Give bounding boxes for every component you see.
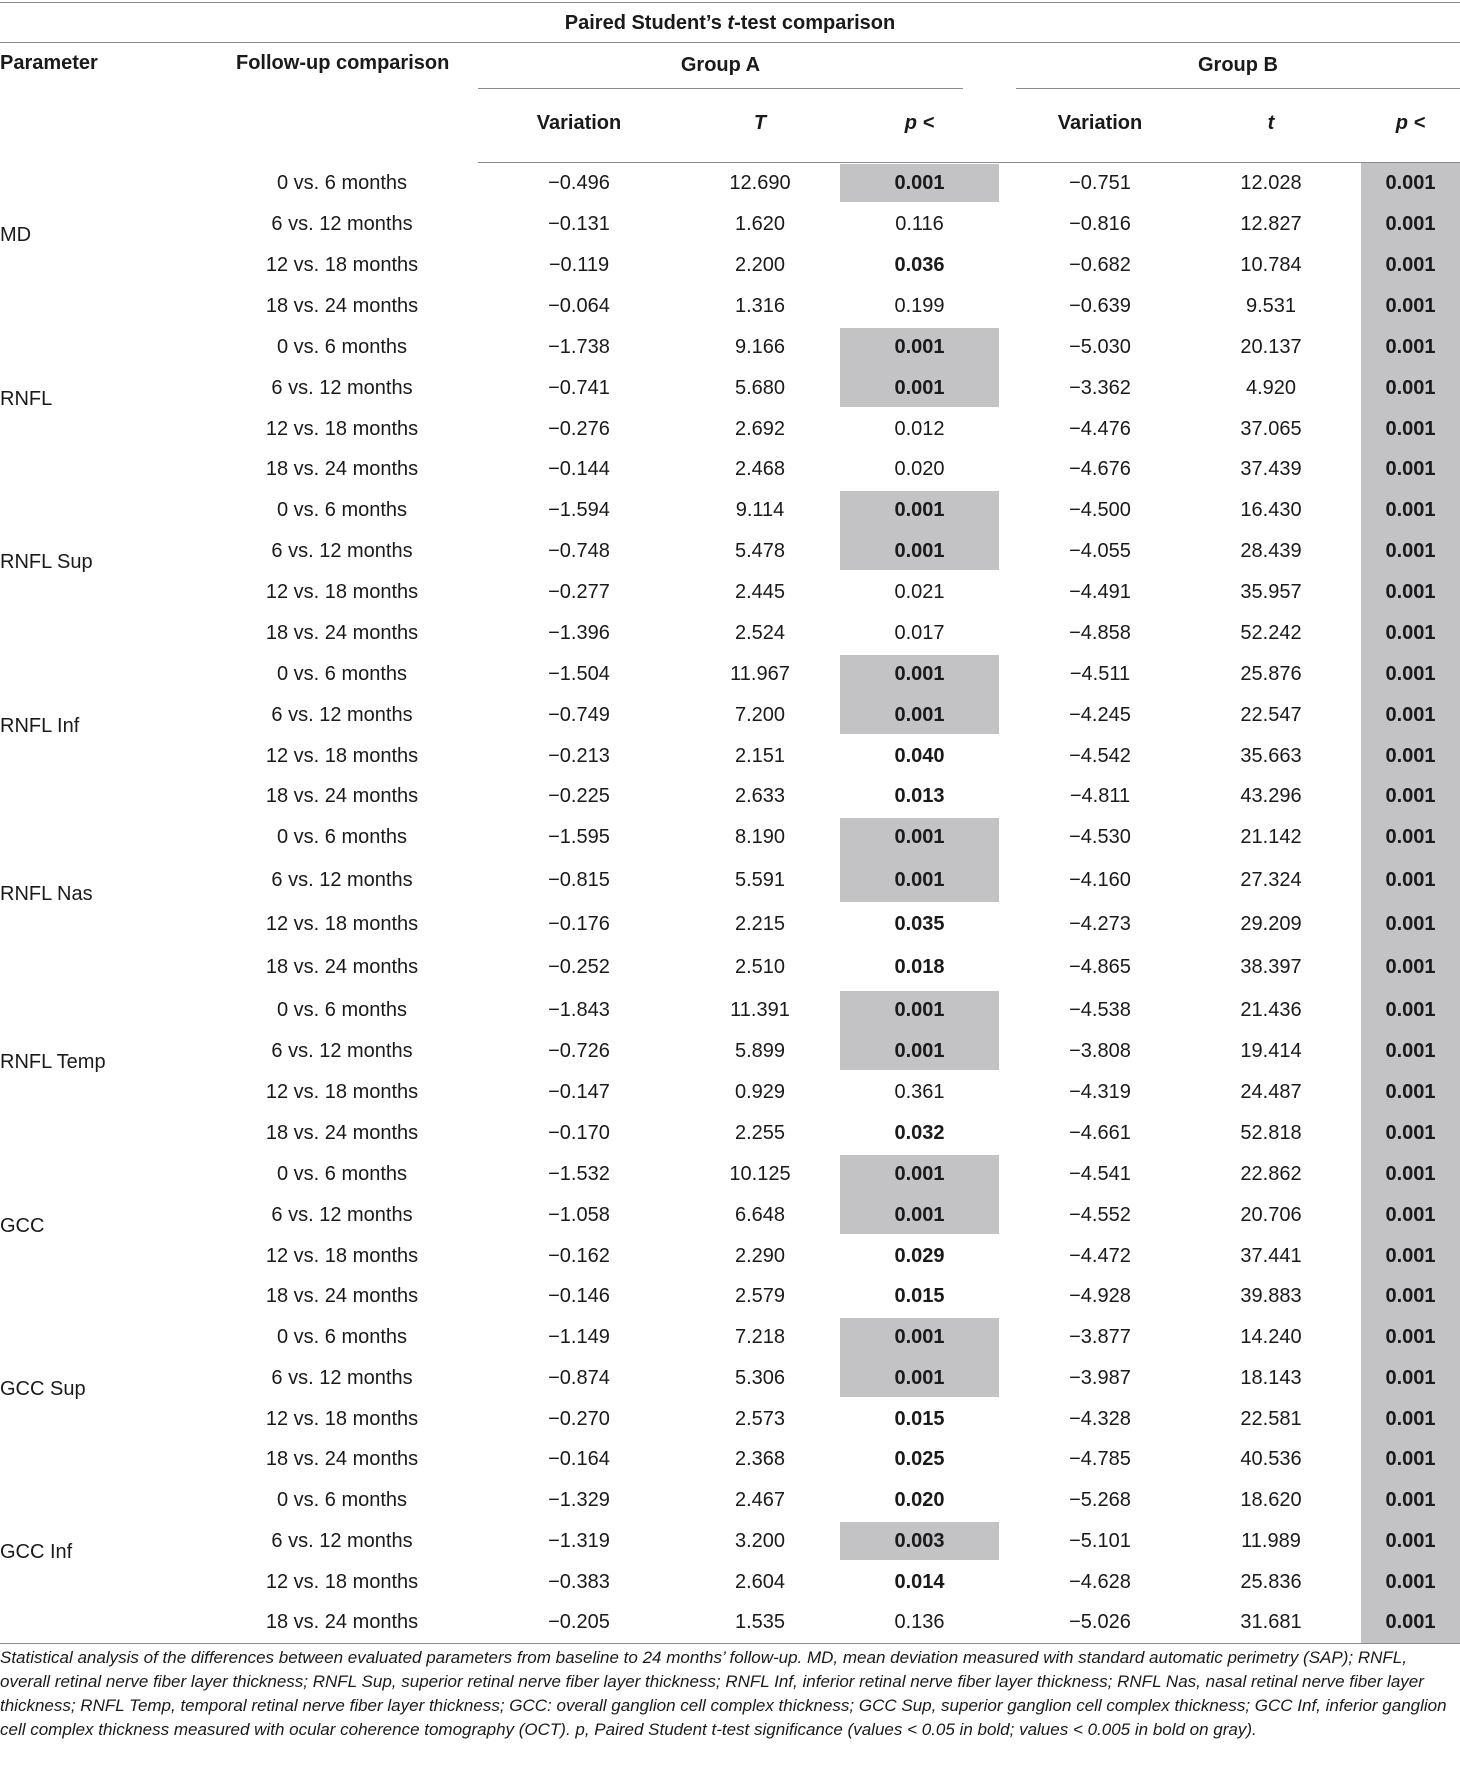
variation-a-cell: −0.225 bbox=[548, 785, 610, 808]
variation-a-cell: −0.213 bbox=[548, 744, 610, 767]
parameter-label: GCC bbox=[0, 1214, 45, 1237]
t-b-cell: 16.430 bbox=[1240, 499, 1302, 521]
p-a-cell: 0.001 bbox=[894, 336, 945, 358]
p-a-cell: 0.014 bbox=[894, 1570, 945, 1593]
t-a-cell: 7.218 bbox=[734, 1326, 786, 1348]
variation-a-cell: −0.131 bbox=[548, 213, 610, 235]
t-a-cell: 2.368 bbox=[734, 1448, 786, 1471]
parameter-label: GCC Sup bbox=[0, 1377, 86, 1400]
t-b-cell: 37.441 bbox=[1240, 1244, 1302, 1267]
t-a-cell: 2.524 bbox=[734, 622, 786, 644]
followup-cell: 6 vs. 12 months bbox=[271, 213, 413, 235]
variation-a-cell: −0.147 bbox=[548, 1081, 610, 1103]
p-a-cell: 0.001 bbox=[894, 663, 945, 685]
variation-a-cell: −1.504 bbox=[548, 663, 610, 685]
variation-b-cell: −4.055 bbox=[1069, 540, 1131, 562]
t-b-cell: 20.706 bbox=[1240, 1203, 1302, 1226]
parameter-label: MD bbox=[0, 224, 32, 246]
followup-cell: 18 vs. 24 months bbox=[265, 1448, 419, 1471]
t-a-cell: 2.215 bbox=[734, 912, 786, 935]
parameter-label: RNFL Nas bbox=[0, 882, 93, 905]
t-a-cell: 2.692 bbox=[734, 417, 786, 440]
variation-b-cell: −4.858 bbox=[1069, 622, 1131, 644]
p-b-cell: 0.001 bbox=[1385, 955, 1436, 978]
variation-b-cell: −5.268 bbox=[1069, 1489, 1131, 1511]
variation-a-cell: −1.149 bbox=[548, 1326, 610, 1348]
p-a-cell: 0.020 bbox=[894, 458, 945, 481]
p-a-cell: 0.020 bbox=[894, 1489, 945, 1511]
p-a-cell: 0.003 bbox=[894, 1529, 945, 1552]
variation-b-cell: −4.472 bbox=[1069, 1244, 1131, 1267]
header-t-a: T bbox=[753, 112, 767, 134]
followup-cell: 12 vs. 18 months bbox=[265, 254, 419, 276]
p-b-cell: 0.001 bbox=[1385, 336, 1436, 358]
parameter-label: RNFL Sup bbox=[0, 551, 93, 573]
t-a-cell: 10.125 bbox=[729, 1163, 791, 1185]
p-a-cell: 0.361 bbox=[894, 1081, 945, 1103]
variation-a-cell: −1.396 bbox=[548, 622, 610, 644]
p-b-cell: 0.001 bbox=[1385, 417, 1436, 440]
p-b-cell: 0.001 bbox=[1385, 172, 1436, 194]
p-a-cell: 0.001 bbox=[894, 1163, 945, 1185]
p-a-cell: 0.199 bbox=[894, 295, 945, 317]
p-a-cell: 0.001 bbox=[894, 499, 945, 521]
p-b-cell: 0.001 bbox=[1385, 581, 1436, 603]
p-a-cell: 0.001 bbox=[894, 999, 945, 1021]
header-parameter: Parameter bbox=[0, 52, 98, 74]
p-b-cell: 0.001 bbox=[1385, 1040, 1436, 1062]
p-b-cell: 0.001 bbox=[1385, 999, 1436, 1021]
p-b-cell: 0.001 bbox=[1385, 869, 1436, 892]
t-a-cell: 2.604 bbox=[734, 1570, 786, 1593]
t-b-cell: 19.414 bbox=[1240, 1040, 1302, 1062]
t-b-cell: 52.242 bbox=[1240, 622, 1302, 644]
parameter-label: GCC Inf bbox=[0, 1540, 73, 1563]
t-b-cell: 31.681 bbox=[1240, 1611, 1302, 1634]
variation-a-cell: −0.205 bbox=[548, 1611, 610, 1634]
p-b-cell: 0.001 bbox=[1385, 1611, 1436, 1634]
t-a-cell: 9.114 bbox=[735, 499, 785, 521]
variation-a-cell: −1.738 bbox=[548, 336, 610, 358]
header-group-b: Group B bbox=[1198, 54, 1278, 76]
variation-a-cell: −0.749 bbox=[548, 703, 610, 726]
followup-cell: 12 vs. 18 months bbox=[265, 581, 419, 603]
p-b-cell: 0.001 bbox=[1385, 376, 1436, 399]
followup-cell: 6 vs. 12 months bbox=[271, 376, 413, 399]
p-a-cell: 0.001 bbox=[894, 1366, 945, 1389]
variation-b-cell: −4.491 bbox=[1069, 581, 1131, 603]
variation-a-cell: −1.595 bbox=[548, 826, 610, 848]
followup-cell: 6 vs. 12 months bbox=[271, 540, 413, 562]
t-a-cell: 5.478 bbox=[734, 540, 786, 562]
variation-a-cell: −0.741 bbox=[548, 376, 610, 399]
t-a-cell: 2.290 bbox=[734, 1244, 786, 1267]
followup-cell: 0 vs. 6 months bbox=[276, 663, 408, 685]
t-a-cell: 3.200 bbox=[734, 1529, 786, 1552]
followup-cell: 12 vs. 18 months bbox=[265, 417, 419, 440]
followup-cell: 18 vs. 24 months bbox=[265, 955, 419, 978]
t-a-cell: 2.151 bbox=[734, 744, 786, 767]
p-b-cell: 0.001 bbox=[1385, 295, 1436, 317]
variation-a-cell: −1.058 bbox=[548, 1203, 610, 1226]
variation-a-cell: −1.532 bbox=[548, 1163, 610, 1185]
table-title: Paired Student’s t-test comparison bbox=[564, 12, 896, 34]
p-b-cell: 0.001 bbox=[1385, 1529, 1436, 1552]
followup-cell: 12 vs. 18 months bbox=[265, 1244, 419, 1267]
group-a-underline bbox=[478, 88, 963, 89]
variation-b-cell: −5.101 bbox=[1069, 1529, 1131, 1552]
t-a-cell: 2.579 bbox=[734, 1285, 786, 1308]
followup-cell: 18 vs. 24 months bbox=[265, 622, 419, 644]
t-b-cell: 25.836 bbox=[1240, 1570, 1302, 1593]
variation-b-cell: −4.476 bbox=[1069, 417, 1131, 440]
t-a-cell: 5.680 bbox=[734, 376, 786, 399]
variation-b-cell: −3.987 bbox=[1069, 1366, 1131, 1389]
t-a-cell: 6.648 bbox=[734, 1203, 786, 1226]
variation-b-cell: −4.661 bbox=[1069, 1122, 1131, 1144]
p-b-cell: 0.001 bbox=[1385, 1570, 1436, 1593]
variation-a-cell: −0.874 bbox=[548, 1366, 610, 1389]
variation-b-cell: −0.751 bbox=[1069, 172, 1131, 194]
followup-cell: 6 vs. 12 months bbox=[271, 1529, 413, 1552]
t-b-cell: 18.143 bbox=[1240, 1366, 1302, 1389]
t-a-cell: 2.633 bbox=[734, 785, 786, 808]
followup-cell: 0 vs. 6 months bbox=[276, 1489, 408, 1511]
followup-cell: 0 vs. 6 months bbox=[276, 499, 408, 521]
header-variation-a: Variation bbox=[536, 112, 622, 134]
followup-cell: 12 vs. 18 months bbox=[265, 1407, 419, 1430]
t-b-cell: 35.663 bbox=[1240, 744, 1302, 767]
p-a-cell: 0.032 bbox=[894, 1122, 945, 1144]
t-b-cell: 22.862 bbox=[1240, 1163, 1302, 1185]
p-b-cell: 0.001 bbox=[1385, 540, 1436, 562]
p-b-cell: 0.001 bbox=[1385, 1489, 1436, 1511]
variation-a-cell: −0.064 bbox=[548, 295, 610, 317]
variation-a-cell: −0.277 bbox=[548, 581, 610, 603]
t-a-cell: 11.967 bbox=[730, 663, 790, 685]
variation-a-cell: −1.329 bbox=[548, 1489, 610, 1511]
header-p-a: p < bbox=[904, 112, 935, 134]
p-a-cell: 0.001 bbox=[894, 1203, 945, 1226]
t-b-cell: 40.536 bbox=[1240, 1448, 1302, 1471]
followup-cell: 18 vs. 24 months bbox=[265, 1122, 419, 1144]
p-b-cell: 0.001 bbox=[1385, 1366, 1436, 1389]
p-a-cell: 0.136 bbox=[894, 1611, 945, 1634]
t-b-cell: 21.142 bbox=[1240, 826, 1302, 848]
variation-b-cell: −4.500 bbox=[1069, 499, 1131, 521]
variation-b-cell: −0.816 bbox=[1069, 213, 1131, 235]
p-a-cell: 0.001 bbox=[894, 703, 945, 726]
followup-cell: 6 vs. 12 months bbox=[271, 869, 413, 892]
variation-b-cell: −4.811 bbox=[1069, 785, 1131, 808]
p-b-cell: 0.001 bbox=[1385, 1285, 1436, 1308]
variation-b-cell: −5.030 bbox=[1069, 336, 1131, 358]
variation-b-cell: −3.877 bbox=[1069, 1326, 1131, 1348]
followup-cell: 0 vs. 6 months bbox=[276, 1163, 408, 1185]
t-b-cell: 22.581 bbox=[1240, 1407, 1302, 1430]
t-b-cell: 38.397 bbox=[1240, 955, 1302, 978]
followup-cell: 18 vs. 24 months bbox=[265, 458, 419, 481]
t-a-cell: 12.690 bbox=[729, 172, 791, 194]
p-b-cell: 0.001 bbox=[1385, 1244, 1436, 1267]
t-a-cell: 2.468 bbox=[734, 458, 786, 481]
t-b-cell: 14.240 bbox=[1240, 1326, 1302, 1348]
t-a-cell: 5.899 bbox=[734, 1040, 786, 1062]
p-a-cell: 0.001 bbox=[894, 376, 945, 399]
t-a-cell: 0.929 bbox=[734, 1081, 786, 1103]
variation-a-cell: −0.383 bbox=[548, 1570, 610, 1593]
variation-a-cell: −0.496 bbox=[548, 172, 610, 194]
followup-cell: 0 vs. 6 months bbox=[276, 172, 408, 194]
t-b-cell: 52.818 bbox=[1240, 1122, 1302, 1144]
t-b-cell: 20.137 bbox=[1240, 336, 1302, 358]
followup-cell: 6 vs. 12 months bbox=[271, 1040, 413, 1062]
followup-cell: 18 vs. 24 months bbox=[265, 785, 419, 808]
t-b-cell: 35.957 bbox=[1240, 581, 1302, 603]
t-b-cell: 28.439 bbox=[1240, 540, 1302, 562]
table-footnote: Statistical analysis of the differences between evaluated parameters from baseline to 24 months’ follow-up. MD, mean deviation measured with standard automatic perimetry (SAP); RNFL, overall retinal nerve fiber layer thickness; RNFL Sup, superior retinal nerve fiber layer thickness; RNFL Inf, inferior retinal nerve fiber layer thickness; RNFL Nas, nasal retinal nerve fiber layer thickness; RNFL Temp, temporal retinal nerve fiber layer thickness; GCC: overall ganglion cell complex thickness; GCC Sup, superior ganglion cell complex thickness; GCC Inf, inferior ganglion cell complex thickness measured with ocular coherence tomography (OCT). p, Paired Student t-test significance (values < 0.05 in bold; values < 0.005 in bold on gray). bbox=[0, 1648, 1447, 1739]
p-b-cell: 0.001 bbox=[1385, 663, 1436, 685]
t-a-cell: 5.306 bbox=[734, 1366, 786, 1389]
p-b-cell: 0.001 bbox=[1385, 1081, 1436, 1103]
variation-b-cell: −4.541 bbox=[1069, 1163, 1131, 1185]
p-b-cell: 0.001 bbox=[1385, 785, 1436, 808]
top-rule bbox=[0, 2, 1460, 3]
t-a-cell: 1.316 bbox=[734, 295, 786, 317]
t-b-cell: 43.296 bbox=[1240, 785, 1302, 808]
t-a-cell: 5.591 bbox=[734, 869, 786, 892]
t-a-cell: 7.200 bbox=[734, 703, 786, 726]
variation-a-cell: −1.843 bbox=[548, 999, 610, 1021]
t-b-cell: 39.883 bbox=[1240, 1285, 1302, 1308]
t-b-cell: 12.827 bbox=[1240, 213, 1302, 235]
p-a-cell: 0.001 bbox=[894, 540, 945, 562]
t-a-cell: 8.190 bbox=[734, 826, 786, 848]
t-b-cell: 24.487 bbox=[1240, 1081, 1302, 1103]
p-a-cell: 0.018 bbox=[894, 955, 945, 978]
variation-a-cell: −0.119 bbox=[548, 254, 610, 276]
p-b-cell: 0.001 bbox=[1385, 254, 1436, 276]
p-b-cell: 0.001 bbox=[1385, 213, 1436, 235]
variation-b-cell: −4.865 bbox=[1069, 955, 1131, 978]
p-a-cell: 0.025 bbox=[894, 1448, 945, 1471]
followup-cell: 0 vs. 6 months bbox=[276, 826, 408, 848]
p-b-cell: 0.001 bbox=[1385, 826, 1436, 848]
p-b-cell: 0.001 bbox=[1385, 744, 1436, 767]
variation-a-cell: −0.276 bbox=[548, 417, 610, 440]
p-b-cell: 0.001 bbox=[1385, 499, 1436, 521]
p-b-cell: 0.001 bbox=[1385, 1407, 1436, 1430]
variation-a-cell: −0.176 bbox=[548, 912, 610, 935]
t-b-cell: 9.531 bbox=[1245, 295, 1297, 317]
variation-b-cell: −4.552 bbox=[1069, 1203, 1131, 1226]
p-b-cell: 0.001 bbox=[1385, 458, 1436, 481]
variation-a-cell: −0.162 bbox=[548, 1244, 610, 1267]
variation-a-cell: −0.270 bbox=[548, 1407, 610, 1430]
followup-cell: 0 vs. 6 months bbox=[276, 999, 408, 1021]
p-b-cell: 0.001 bbox=[1385, 1122, 1436, 1144]
variation-a-cell: −0.164 bbox=[548, 1448, 610, 1471]
followup-cell: 12 vs. 18 months bbox=[265, 1081, 419, 1103]
t-b-cell: 18.620 bbox=[1240, 1489, 1302, 1511]
p-a-cell: 0.013 bbox=[894, 785, 945, 808]
header-followup: Follow-up comparison bbox=[236, 52, 450, 74]
header-variation-b: Variation bbox=[1057, 112, 1143, 134]
t-b-cell: 29.209 bbox=[1240, 912, 1302, 935]
variation-a-cell: −0.252 bbox=[548, 955, 610, 978]
t-b-cell: 22.547 bbox=[1240, 703, 1302, 726]
t-b-cell: 37.439 bbox=[1240, 458, 1302, 481]
header-group-a: Group A bbox=[680, 54, 761, 76]
t-b-cell: 21.436 bbox=[1240, 999, 1302, 1021]
variation-b-cell: −3.808 bbox=[1069, 1040, 1131, 1062]
variation-a-cell: −1.319 bbox=[548, 1529, 610, 1552]
t-a-cell: 9.166 bbox=[734, 336, 786, 358]
p-a-cell: 0.116 bbox=[895, 213, 944, 235]
followup-cell: 6 vs. 12 months bbox=[271, 703, 413, 726]
variation-a-cell: −0.815 bbox=[548, 869, 610, 892]
header-t-b: t bbox=[1267, 112, 1275, 134]
variation-b-cell: −4.319 bbox=[1069, 1081, 1131, 1103]
t-b-cell: 10.784 bbox=[1240, 254, 1302, 276]
t-b-cell: 37.065 bbox=[1240, 417, 1302, 440]
p-a-cell: 0.035 bbox=[894, 912, 945, 935]
t-a-cell: 2.200 bbox=[734, 254, 786, 276]
variation-b-cell: −0.682 bbox=[1069, 254, 1131, 276]
t-a-cell: 2.445 bbox=[734, 581, 786, 603]
variation-b-cell: −4.273 bbox=[1069, 912, 1131, 935]
variation-a-cell: −0.726 bbox=[548, 1040, 610, 1062]
p-a-cell: 0.012 bbox=[894, 417, 945, 440]
p-b-cell: 0.001 bbox=[1385, 912, 1436, 935]
t-a-cell: 2.510 bbox=[734, 955, 786, 978]
variation-b-cell: −4.538 bbox=[1069, 999, 1131, 1021]
p-a-cell: 0.015 bbox=[894, 1285, 945, 1308]
title-rule bbox=[0, 42, 1460, 43]
p-b-cell: 0.001 bbox=[1385, 1448, 1436, 1471]
t-b-cell: 25.876 bbox=[1240, 663, 1302, 685]
variation-b-cell: −0.639 bbox=[1069, 295, 1131, 317]
p-a-cell: 0.001 bbox=[894, 869, 945, 892]
variation-a-cell: −1.594 bbox=[548, 499, 610, 521]
p-a-cell: 0.029 bbox=[894, 1244, 945, 1267]
parameter-label: RNFL Inf bbox=[0, 714, 80, 737]
p-a-cell: 0.001 bbox=[894, 172, 945, 194]
variation-b-cell: −4.328 bbox=[1069, 1407, 1131, 1430]
bottom-rule bbox=[0, 1643, 1460, 1644]
followup-cell: 0 vs. 6 months bbox=[276, 1326, 408, 1348]
t-a-cell: 1.535 bbox=[734, 1611, 786, 1634]
followup-cell: 12 vs. 18 months bbox=[265, 1570, 419, 1593]
followup-cell: 18 vs. 24 months bbox=[265, 1285, 419, 1308]
header-p-b: p < bbox=[1395, 112, 1426, 134]
t-a-cell: 2.255 bbox=[734, 1122, 786, 1144]
t-b-cell: 12.028 bbox=[1240, 172, 1302, 194]
parameter-label: RNFL bbox=[0, 387, 53, 410]
p-a-cell: 0.040 bbox=[894, 744, 945, 767]
group-b-underline bbox=[1016, 88, 1460, 89]
p-b-cell: 0.001 bbox=[1385, 1326, 1436, 1348]
followup-cell: 12 vs. 18 months bbox=[265, 744, 419, 767]
variation-b-cell: −4.160 bbox=[1069, 869, 1131, 892]
variation-b-cell: −4.676 bbox=[1069, 458, 1131, 481]
followup-cell: 0 vs. 6 months bbox=[276, 336, 408, 358]
followup-cell: 18 vs. 24 months bbox=[265, 1611, 419, 1634]
followup-cell: 12 vs. 18 months bbox=[265, 912, 419, 935]
p-a-cell: 0.001 bbox=[894, 826, 945, 848]
variation-b-cell: −4.785 bbox=[1069, 1448, 1131, 1471]
p-b-cell: 0.001 bbox=[1385, 622, 1436, 644]
variation-b-cell: −4.511 bbox=[1069, 663, 1131, 685]
p-a-cell: 0.001 bbox=[894, 1040, 945, 1062]
variation-b-cell: −4.530 bbox=[1069, 826, 1131, 848]
variation-a-cell: −0.144 bbox=[548, 458, 610, 481]
variation-b-cell: −5.026 bbox=[1069, 1611, 1131, 1634]
t-a-cell: 2.573 bbox=[734, 1407, 786, 1430]
followup-cell: 6 vs. 12 months bbox=[271, 1366, 413, 1389]
p-a-cell: 0.001 bbox=[894, 1326, 945, 1348]
p-a-cell: 0.017 bbox=[894, 622, 945, 644]
t-a-cell: 1.620 bbox=[734, 213, 786, 235]
p-b-cell: 0.001 bbox=[1385, 1203, 1436, 1226]
followup-cell: 18 vs. 24 months bbox=[265, 295, 419, 317]
t-b-cell: 11.989 bbox=[1241, 1529, 1301, 1552]
t-b-cell: 4.920 bbox=[1245, 376, 1297, 399]
p-b-cell: 0.001 bbox=[1385, 1163, 1436, 1185]
variation-b-cell: −3.362 bbox=[1069, 376, 1131, 399]
variation-a-cell: −0.146 bbox=[548, 1285, 610, 1308]
variation-a-cell: −0.170 bbox=[548, 1122, 610, 1144]
t-a-cell: 11.391 bbox=[730, 999, 790, 1021]
p-a-cell: 0.036 bbox=[894, 254, 945, 276]
variation-b-cell: −4.542 bbox=[1069, 744, 1131, 767]
parameter-label: RNFL Temp bbox=[0, 1051, 106, 1073]
p-a-cell: 0.015 bbox=[894, 1407, 945, 1430]
variation-b-cell: −4.245 bbox=[1069, 703, 1131, 726]
variation-b-cell: −4.628 bbox=[1069, 1570, 1131, 1593]
p-b-cell: 0.001 bbox=[1385, 703, 1436, 726]
variation-b-cell: −4.928 bbox=[1069, 1285, 1131, 1308]
followup-cell: 6 vs. 12 months bbox=[271, 1203, 413, 1226]
variation-a-cell: −0.748 bbox=[548, 540, 610, 562]
t-a-cell: 2.467 bbox=[734, 1489, 786, 1511]
p-a-cell: 0.021 bbox=[894, 581, 945, 603]
t-b-cell: 27.324 bbox=[1240, 869, 1302, 892]
